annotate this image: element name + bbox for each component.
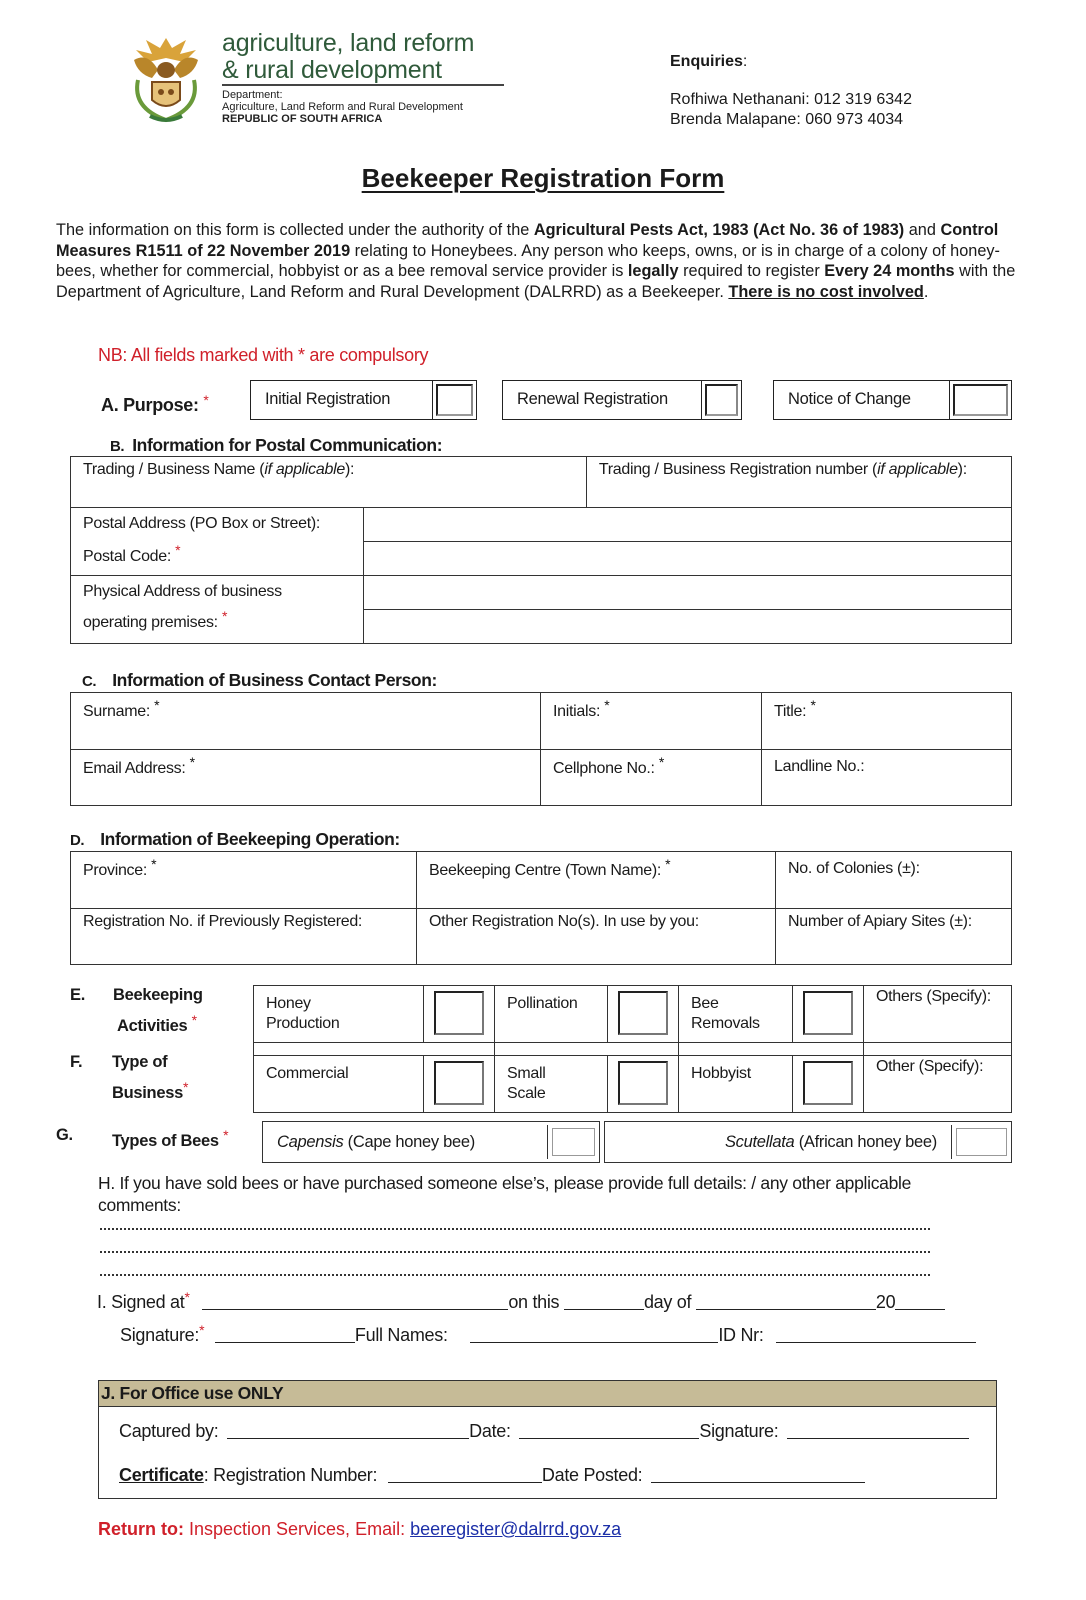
brand-divider: [222, 84, 504, 86]
beekeeping-centre-field[interactable]: Beekeeping Centre (Town Name): *: [417, 852, 776, 909]
id-number-input[interactable]: [776, 1325, 976, 1343]
section-e-letter: E.: [70, 986, 85, 1004]
honey-production-label: Honey Production: [254, 986, 424, 1043]
surname-field[interactable]: Surname: *: [71, 693, 541, 750]
section-c-heading: C. Information of Business Contact Person:: [82, 670, 437, 690]
coat-of-arms-logo: [128, 30, 204, 126]
bee-removals-checkbox[interactable]: [793, 986, 864, 1043]
captured-by-input[interactable]: [227, 1421, 469, 1439]
option-label: Renewal Registration: [517, 390, 668, 408]
full-names-input[interactable]: [470, 1325, 718, 1343]
dept-label: Department:: [222, 89, 283, 101]
comment-line-1[interactable]: [100, 1228, 930, 1230]
option-label: Notice of Change: [788, 390, 911, 408]
option-label: Initial Registration: [265, 390, 391, 408]
commercial-label: Commercial: [254, 1056, 424, 1113]
contact-person-table: [70, 692, 1012, 806]
title-field[interactable]: Title: *: [762, 693, 1012, 750]
office-use-heading: J. For Office use ONLY: [99, 1381, 996, 1407]
postal-info-table: [70, 456, 1012, 644]
country-name: REPUBLIC OF SOUTH AFRICA: [222, 113, 383, 125]
dept-name: Agriculture, Land Reform and Rural Development: [222, 101, 463, 113]
compulsory-note: NB: All fields marked with * are compulsory: [98, 345, 429, 365]
physical-address-input-2[interactable]: [364, 610, 1012, 644]
capensis-checkbox[interactable]: [547, 1125, 599, 1159]
province-field[interactable]: Province: *: [71, 852, 417, 909]
checkbox[interactable]: [701, 381, 741, 419]
purpose-initial-registration[interactable]: [250, 380, 477, 420]
physical-address-label: Physical Address of business operating premises: *: [71, 576, 364, 644]
month-input[interactable]: [696, 1292, 876, 1310]
signature-input[interactable]: [215, 1325, 355, 1343]
office-signature-input[interactable]: [787, 1421, 969, 1439]
page-title: Beekeeper Registration Form: [361, 163, 725, 193]
enquiries-heading: Enquiries:: [670, 53, 748, 70]
comments-prompt: H. If you have sold bees or have purchased someone else’s, please provide full details: / any other applicable comments:: [98, 1173, 912, 1215]
brand-line-1: agriculture, land reform: [222, 29, 475, 57]
email-field[interactable]: Email Address: *: [71, 750, 541, 806]
landline-field[interactable]: Landline No.:: [762, 750, 1012, 806]
checkbox[interactable]: [949, 381, 1011, 419]
department-brand: [222, 30, 474, 84]
return-email-link[interactable]: beeregister@dalrrd.gov.za: [410, 1519, 622, 1539]
apiary-sites-field[interactable]: Number of Apiary Sites (±):: [776, 909, 1012, 965]
section-g-letter: G.: [56, 1126, 73, 1144]
signature-row: Signature:* Full Names: ID Nr:: [120, 1322, 976, 1346]
trading-reg-number-field[interactable]: Trading / Business Registration number (if applicable):: [586, 457, 1011, 508]
purpose-notice-of-change[interactable]: [773, 380, 1012, 420]
signed-at-row: I. Signed at* on this day of 20: [97, 1289, 945, 1313]
initials-field[interactable]: Initials: *: [541, 693, 762, 750]
honey-production-checkbox[interactable]: [424, 986, 495, 1043]
beekeeping-operation-table: [70, 851, 1012, 965]
section-g-label: Types of Bees *: [112, 1127, 229, 1150]
office-captured-row: Captured by: Date: Signature:: [119, 1421, 969, 1442]
small-scale-checkbox[interactable]: [608, 1056, 679, 1113]
section-d-heading: D. Information of Beekeeping Operation:: [70, 829, 400, 849]
previous-registration-field[interactable]: Registration No. if Previously Registered:: [71, 909, 417, 965]
day-input[interactable]: [564, 1292, 644, 1310]
colonies-field[interactable]: No. of Colonies (±):: [776, 852, 1012, 909]
hobbyist-checkbox[interactable]: [793, 1056, 864, 1113]
activities-business-table: [253, 985, 1012, 1113]
postal-code-input[interactable]: [364, 542, 1012, 576]
section-b-heading: B. Information for Postal Communication:: [110, 435, 443, 455]
bee-type-capensis[interactable]: Capensis (Cape honey bee): [262, 1121, 600, 1163]
postal-address-label: Postal Address (PO Box or Street): Postal Code: *: [71, 508, 364, 576]
return-to-line: Return to: Inspection Services, Email: beeregister@dalrrd.gov.za: [98, 1519, 622, 1539]
office-certificate-row: Certificate: Registration Number: Date Posted:: [119, 1465, 865, 1486]
spacer: [864, 1043, 1012, 1056]
section-e-label: Beekeeping Activities *: [113, 986, 203, 1035]
signed-at-input[interactable]: [202, 1292, 508, 1310]
office-date-input[interactable]: [519, 1421, 699, 1439]
small-scale-label: Small Scale: [495, 1056, 608, 1113]
commercial-checkbox[interactable]: [424, 1056, 495, 1113]
date-posted-input[interactable]: [651, 1465, 865, 1483]
year-input[interactable]: [895, 1292, 945, 1310]
bee-removals-label: Bee Removals: [679, 986, 793, 1043]
intro-paragraph: The information on this form is collected under the authority of the Agricultural Pests Act, 1983 (Act No. 36 of 1983) and Control Measures R1511 of 22 November 2019 relating to Honeybees. Any person who keeps, owns, or is in charge of a colony of honey-bees, whether for commercial, hobbyist or as a bee removal service provider is legally required to register Every 24 months with the Department of Agriculture, Land Reform and Rural Development (DALRRD) as a Beekeeper. There is no cost involved.: [56, 221, 1016, 301]
bee-type-scutellata[interactable]: Scutellata (African honey bee): [604, 1121, 1012, 1163]
brand-line-2: & rural development: [222, 56, 442, 84]
physical-address-input-1[interactable]: [364, 576, 1012, 610]
enquiry-contact-1: Rofhiwa Nethanani: 012 319 6342: [670, 91, 912, 108]
department-text: [222, 89, 463, 125]
office-use-box: [98, 1380, 997, 1499]
purpose-label: A. Purpose: *: [101, 392, 209, 415]
activities-others-field[interactable]: Others (Specify):: [864, 986, 1012, 1043]
spacer: [679, 1043, 864, 1056]
purpose-renewal-registration[interactable]: [502, 380, 742, 420]
comment-line-3[interactable]: [100, 1274, 930, 1276]
other-registration-field[interactable]: Other Registration No(s). In use by you:: [417, 909, 776, 965]
registration-number-input[interactable]: [388, 1465, 542, 1483]
pollination-label: Pollination: [495, 986, 608, 1043]
hobbyist-label: Hobbyist: [679, 1056, 793, 1113]
cellphone-field[interactable]: Cellphone No.: *: [541, 750, 762, 806]
spacer: [495, 1043, 679, 1056]
section-f-letter: F.: [70, 1053, 83, 1071]
spacer: [254, 1043, 495, 1056]
section-f-label: Type of Business*: [112, 1053, 189, 1102]
postal-address-input[interactable]: [364, 508, 1012, 542]
checkbox[interactable]: [432, 381, 476, 419]
trading-name-field[interactable]: Trading / Business Name (if applicable):: [71, 457, 587, 508]
comment-line-2[interactable]: [100, 1251, 930, 1253]
scutellata-checkbox[interactable]: [951, 1125, 1011, 1159]
business-other-field[interactable]: Other (Specify):: [864, 1056, 1012, 1113]
enquiry-contact-2: Brenda Malapane: 060 973 4034: [670, 111, 904, 128]
pollination-checkbox[interactable]: [608, 986, 679, 1043]
